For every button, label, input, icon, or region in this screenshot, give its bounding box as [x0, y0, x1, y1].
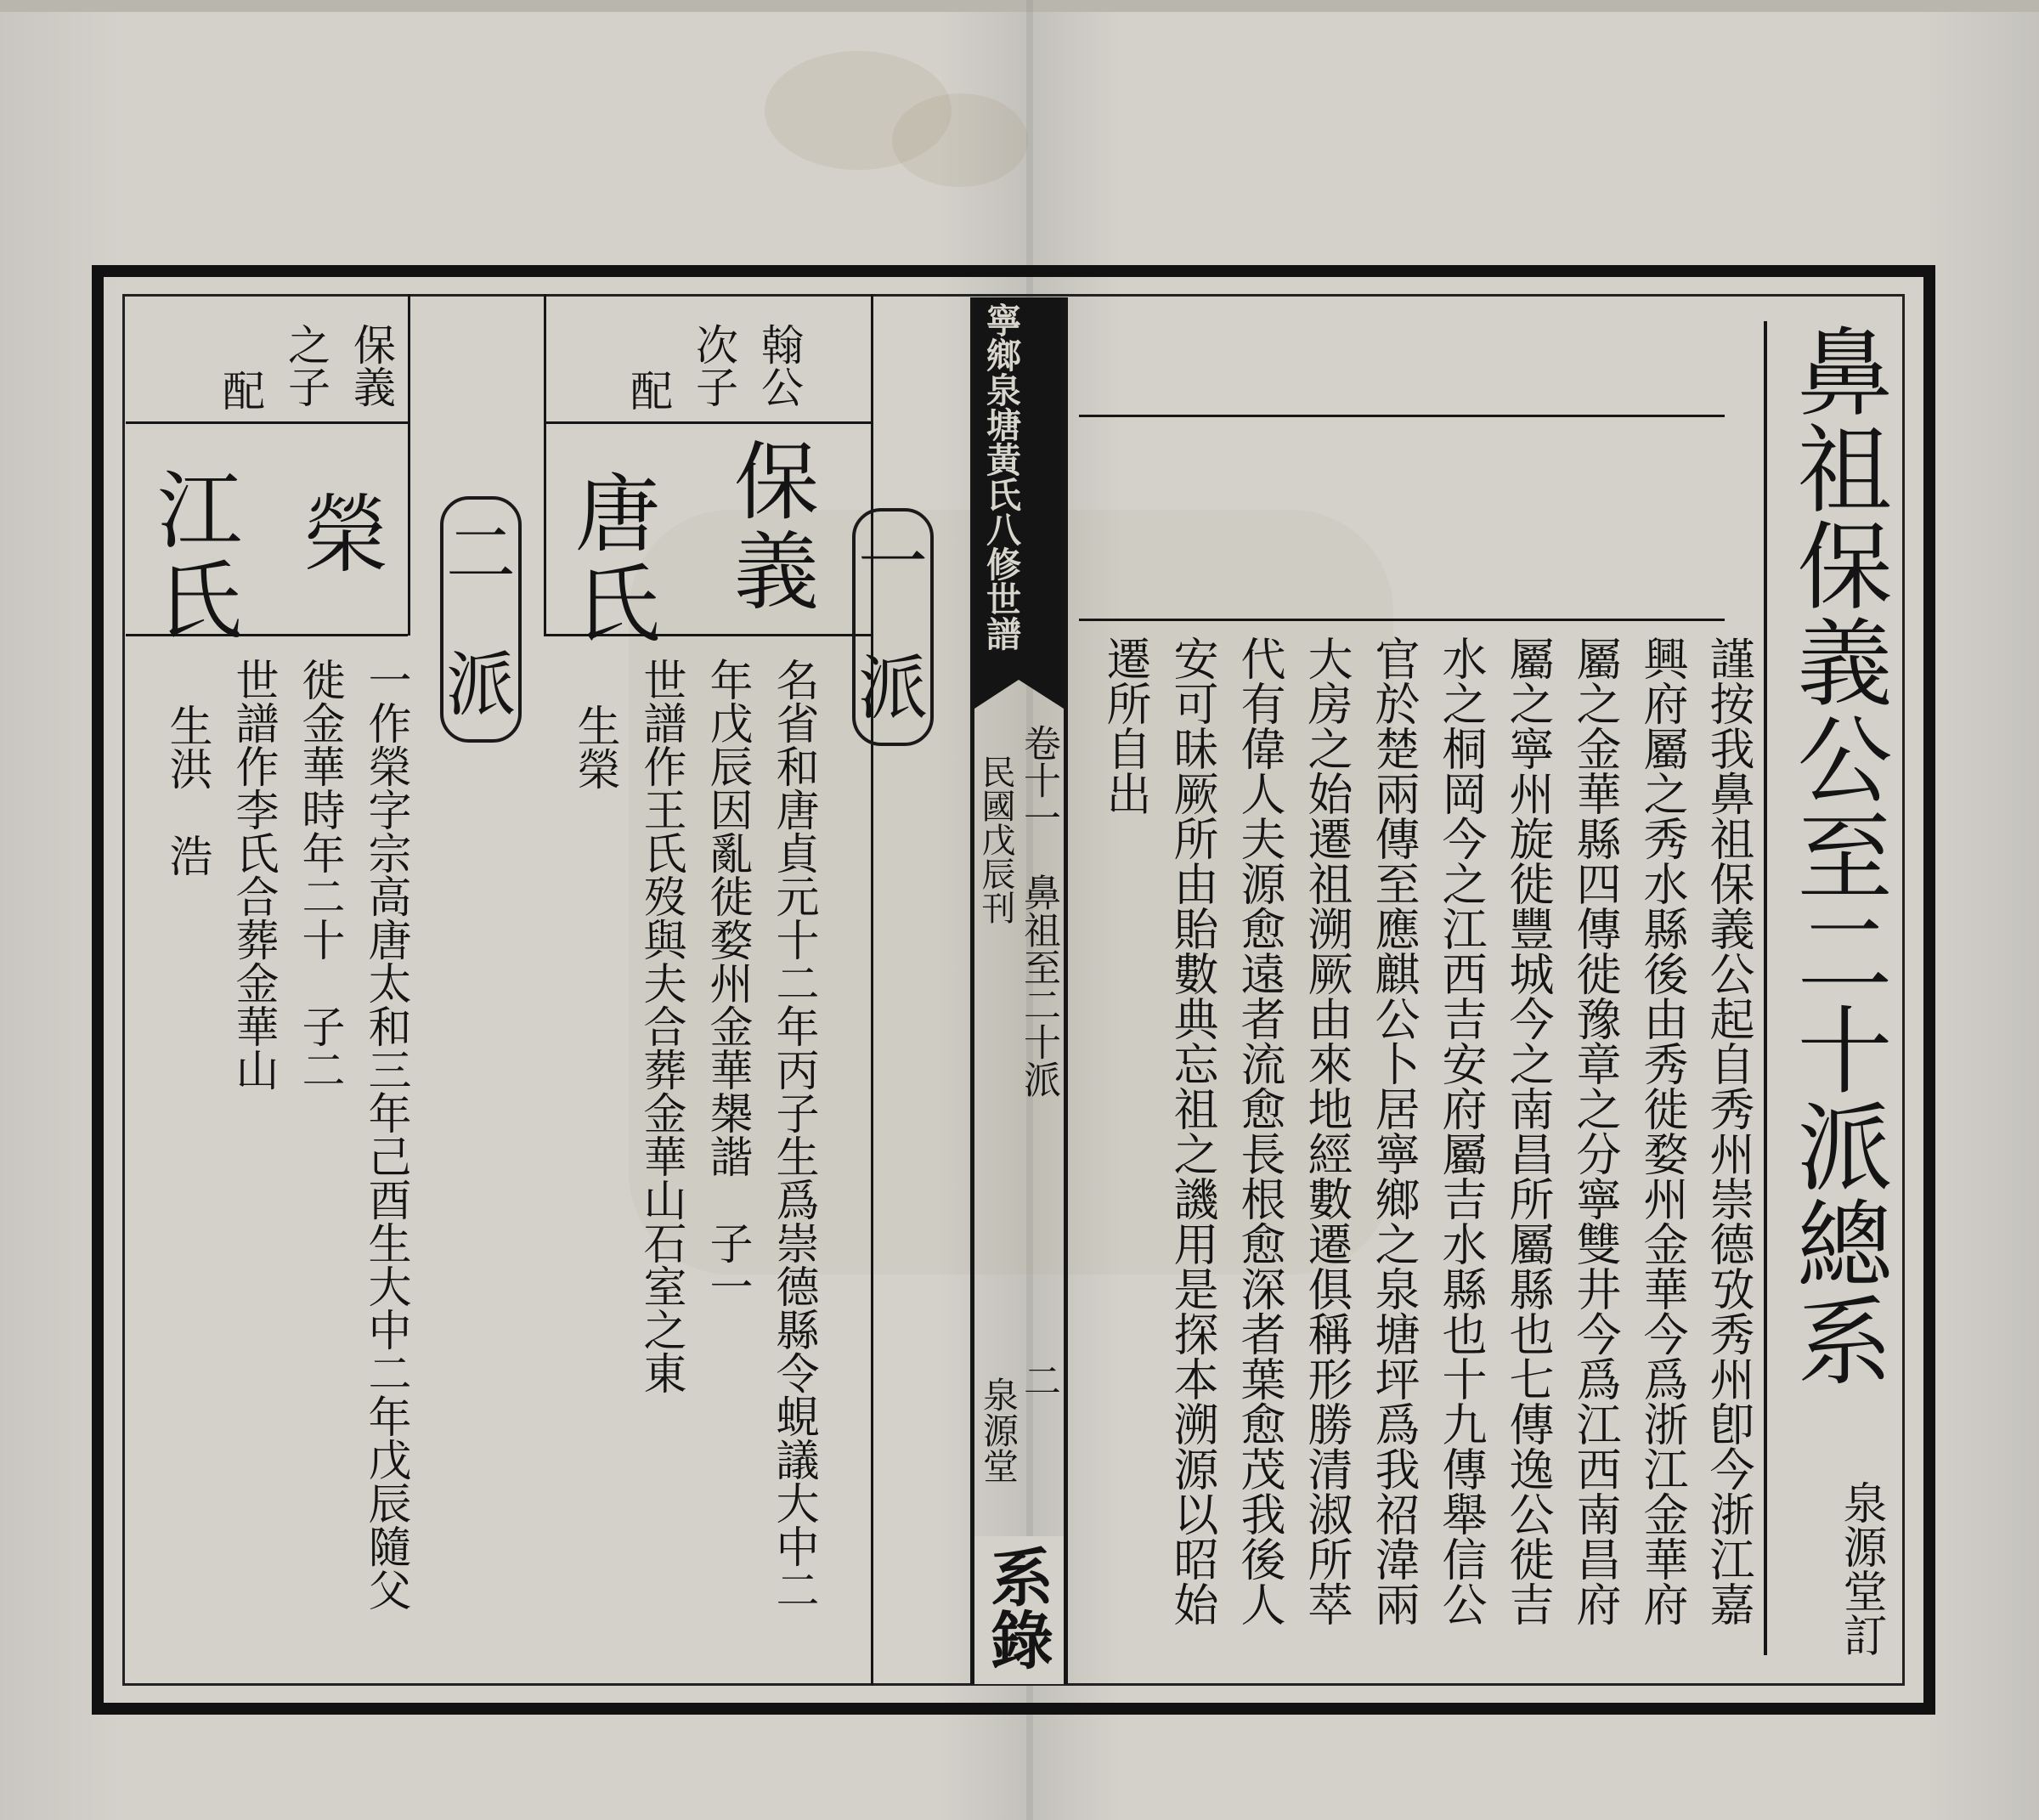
generation-suffix: 派: [445, 645, 516, 726]
column-divider: [544, 294, 546, 636]
page-title: 鼻祖保義公至二十派總系: [1782, 323, 1892, 1388]
bio-column: 名省和唐貞元十二年丙子生爲崇德縣令蜆議大中二: [768, 658, 818, 1611]
intro-column: 興府屬之秀水縣後由秀徙婺州金華今爲浙江金華府: [1636, 636, 1688, 1626]
spouse-name: 江氏: [143, 466, 242, 646]
spouse-label: 配: [624, 369, 673, 411]
generation-number: 二: [445, 514, 516, 595]
person-name: 保義: [720, 437, 819, 617]
spouse-label: 配: [216, 369, 265, 411]
bio-column: 生洪 浩: [161, 704, 212, 877]
fishtail-mark: [974, 671, 1064, 714]
generation-badge: [852, 508, 934, 746]
section-label: 鼻祖至二十派: [1017, 873, 1060, 1098]
bio-column: 徙金華時年二十 子二: [294, 658, 344, 1091]
header-rule: [544, 421, 871, 424]
book-title: 寧鄉泉塘黃氏八修世譜: [980, 302, 1021, 651]
relation-sub: 次子: [689, 323, 738, 408]
bio-column: 生榮: [569, 704, 619, 790]
title-divider: [1764, 321, 1767, 1655]
publisher-mark: 泉源堂訂: [1835, 1480, 1886, 1657]
bio-column: 世譜作李氏合葬金華山: [228, 658, 278, 1091]
page-top-edge: [0, 0, 2039, 12]
bio-column: 一作榮字宗高唐太和三年己酉生大中二年戊辰隨父: [360, 658, 410, 1611]
hall-label: 泉源堂: [978, 1376, 1020, 1484]
generation-badge: [440, 496, 522, 743]
column-divider: [408, 294, 410, 636]
intro-column: 謹按我鼻祖保義公起自秀州崇德攷秀州卽今浙江嘉: [1703, 636, 1754, 1626]
column-divider: [871, 294, 873, 1686]
intro-column: 安可昧厥所由貽數典忘祖之譏用是探本溯源以昭始: [1166, 636, 1218, 1626]
intro-column: 代有偉人夫源愈遠者流愈長根愈深者葉愈茂我後人: [1234, 636, 1285, 1626]
intro-column: 大房之始遷祖溯厥由來地經數遷俱稱形勝清淑所萃: [1301, 636, 1353, 1626]
page-number: 二: [1017, 1361, 1060, 1399]
relation-sub: 之子: [281, 323, 330, 408]
strip-right-line: [1064, 297, 1068, 1684]
volume-label: 卷十一: [1017, 724, 1060, 836]
intro-column: 屬之金華縣四傳徙豫章之分寧雙井今爲江西南昌府: [1569, 636, 1621, 1626]
generation-suffix: 派: [857, 648, 928, 729]
generation-number: 一: [857, 523, 928, 603]
relation-top: 保義: [347, 323, 396, 408]
intro-column: 遷所自出: [1099, 636, 1151, 816]
person-name: 榮: [289, 489, 388, 574]
bio-column: 年戊辰因亂徙婺州金華槼諧 子一: [702, 658, 752, 1308]
relation-top: 翰公: [754, 323, 804, 408]
water-stain: [892, 93, 1028, 187]
bio-column: 世譜作王氏歿與夫合葬金華山石室之東: [635, 658, 686, 1394]
intro-column: 官於楚兩傳至應麒公卜居寧鄉之泉塘坪爲我祒湋兩: [1368, 636, 1420, 1626]
spouse-name: 唐氏: [561, 469, 660, 649]
edition-label: 民國戊辰刊: [976, 755, 1015, 924]
intro-column: 屬之寧州旋徙豐城今之南昌所屬縣也七傳逸公徙吉: [1502, 636, 1554, 1626]
lower-rule: [1079, 619, 1725, 621]
intro-column: 水之桐岡今之江西吉安府屬吉水縣也十九傳舉信公: [1435, 636, 1487, 1626]
record-label: 系錄: [980, 1545, 1053, 1670]
header-rule: [126, 421, 408, 424]
upper-rule: [1079, 415, 1725, 417]
